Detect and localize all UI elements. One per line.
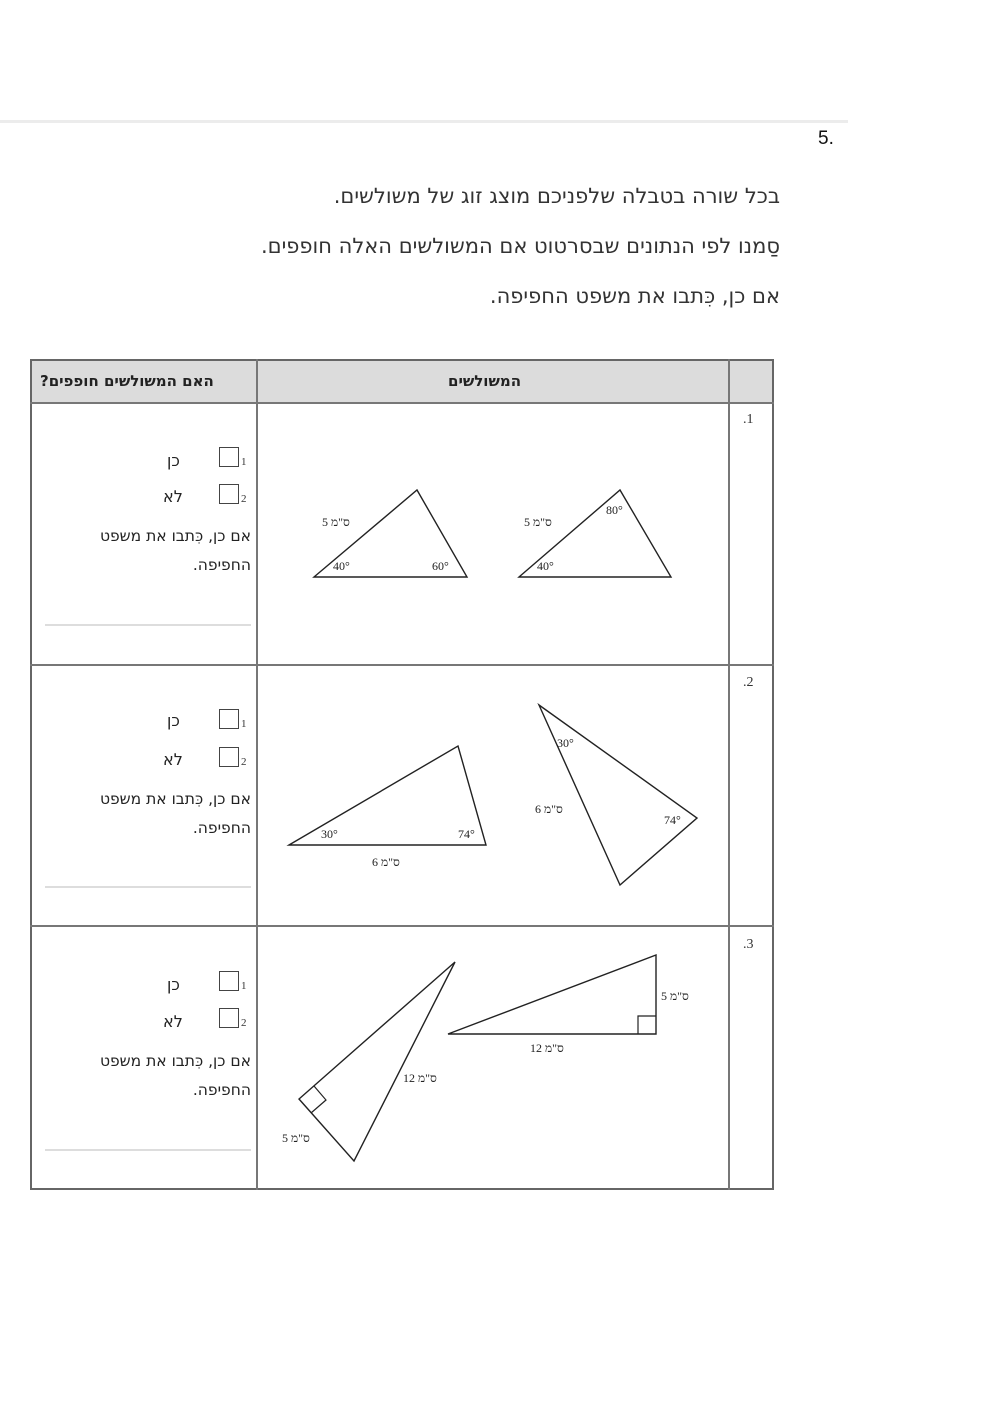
no-label-row-1: לא	[163, 487, 183, 506]
yes-index-row-3: 1	[241, 980, 247, 992]
side-long-label-row3-left: 12 ס"מ	[530, 1041, 564, 1055]
question-number: 5.	[818, 128, 834, 149]
intro-line-1: בכל שורה בטבלה שלפניכם מוצג זוג של משולשים.	[333, 184, 780, 208]
row-number-3: .3	[743, 937, 754, 952]
triangle-row2-right	[539, 705, 697, 885]
yes-label-row-2: כן	[167, 711, 180, 730]
intro-line-2: סַמנו לפי הנתונים שבסרטוט אם המשולשים האלה חופפים.	[260, 234, 780, 258]
side-short-label-row3-left: 5 ס"מ	[661, 989, 689, 1003]
no-index-row-1: 2	[241, 493, 247, 505]
side-label-row1-left: 5 ס"מ	[322, 515, 350, 529]
side-short-label-row3-right: 5 ס"מ	[282, 1131, 310, 1145]
side-label-row1-right: 5 ס"מ	[524, 515, 552, 529]
right-angle-marker-row3-right	[311, 1086, 326, 1113]
side-long-label-row3-right: 12 ס"מ	[403, 1071, 437, 1085]
angle-label-row2-left-b: 74°	[458, 827, 475, 841]
header-triangles: המשולשים	[448, 372, 521, 390]
side-label-row2-right: 6 ס"מ	[535, 802, 563, 816]
no-index-row-3: 2	[241, 1017, 247, 1029]
yes-label-row-1: כן	[167, 451, 180, 470]
row-number-1: .1	[743, 412, 754, 427]
no-label-row-3: לא	[163, 1012, 183, 1031]
angle-label-row1-left-a: 40°	[333, 559, 350, 573]
row-number-2: .2	[743, 675, 754, 690]
yes-index-row-1: 1	[241, 456, 247, 468]
angle-label-row1-right-a: 40°	[537, 559, 554, 573]
answer-prompt-row-3: אם כן, כִּתבו את משפט החפיפה.	[99, 1052, 251, 1099]
angle-label-row2-right-a: 30°	[557, 736, 574, 750]
angle-label-row1-left-b: 60°	[432, 559, 449, 573]
no-label-row-2: לא	[163, 750, 183, 769]
no-index-row-2: 2	[241, 756, 247, 768]
triangle-row3-left	[448, 955, 656, 1034]
yes-index-row-2: 1	[241, 718, 247, 730]
answer-prompt-row-2: אם כן, כִּתבו את משפט החפיפה.	[99, 790, 251, 837]
triangle-row3-right	[299, 962, 455, 1161]
right-angle-marker-row3-left	[638, 1016, 656, 1034]
header-answer: האם המשולשים חופפים?	[40, 372, 214, 390]
triangle-row2-left	[289, 746, 486, 845]
angle-label-row1-right-b: 80°	[606, 503, 623, 517]
angle-label-row2-right-b: 74°	[664, 813, 681, 827]
intro-line-3: אם כן, כִּתבו את משפט החפיפה.	[489, 284, 780, 308]
angle-label-row2-left-a: 30°	[321, 827, 338, 841]
yes-label-row-3: כן	[167, 975, 180, 994]
answer-prompt-row-1: אם כן, כִּתבו את משפט החפיפה.	[99, 527, 251, 574]
side-label-row2-left: 6 ס"מ	[372, 855, 400, 869]
